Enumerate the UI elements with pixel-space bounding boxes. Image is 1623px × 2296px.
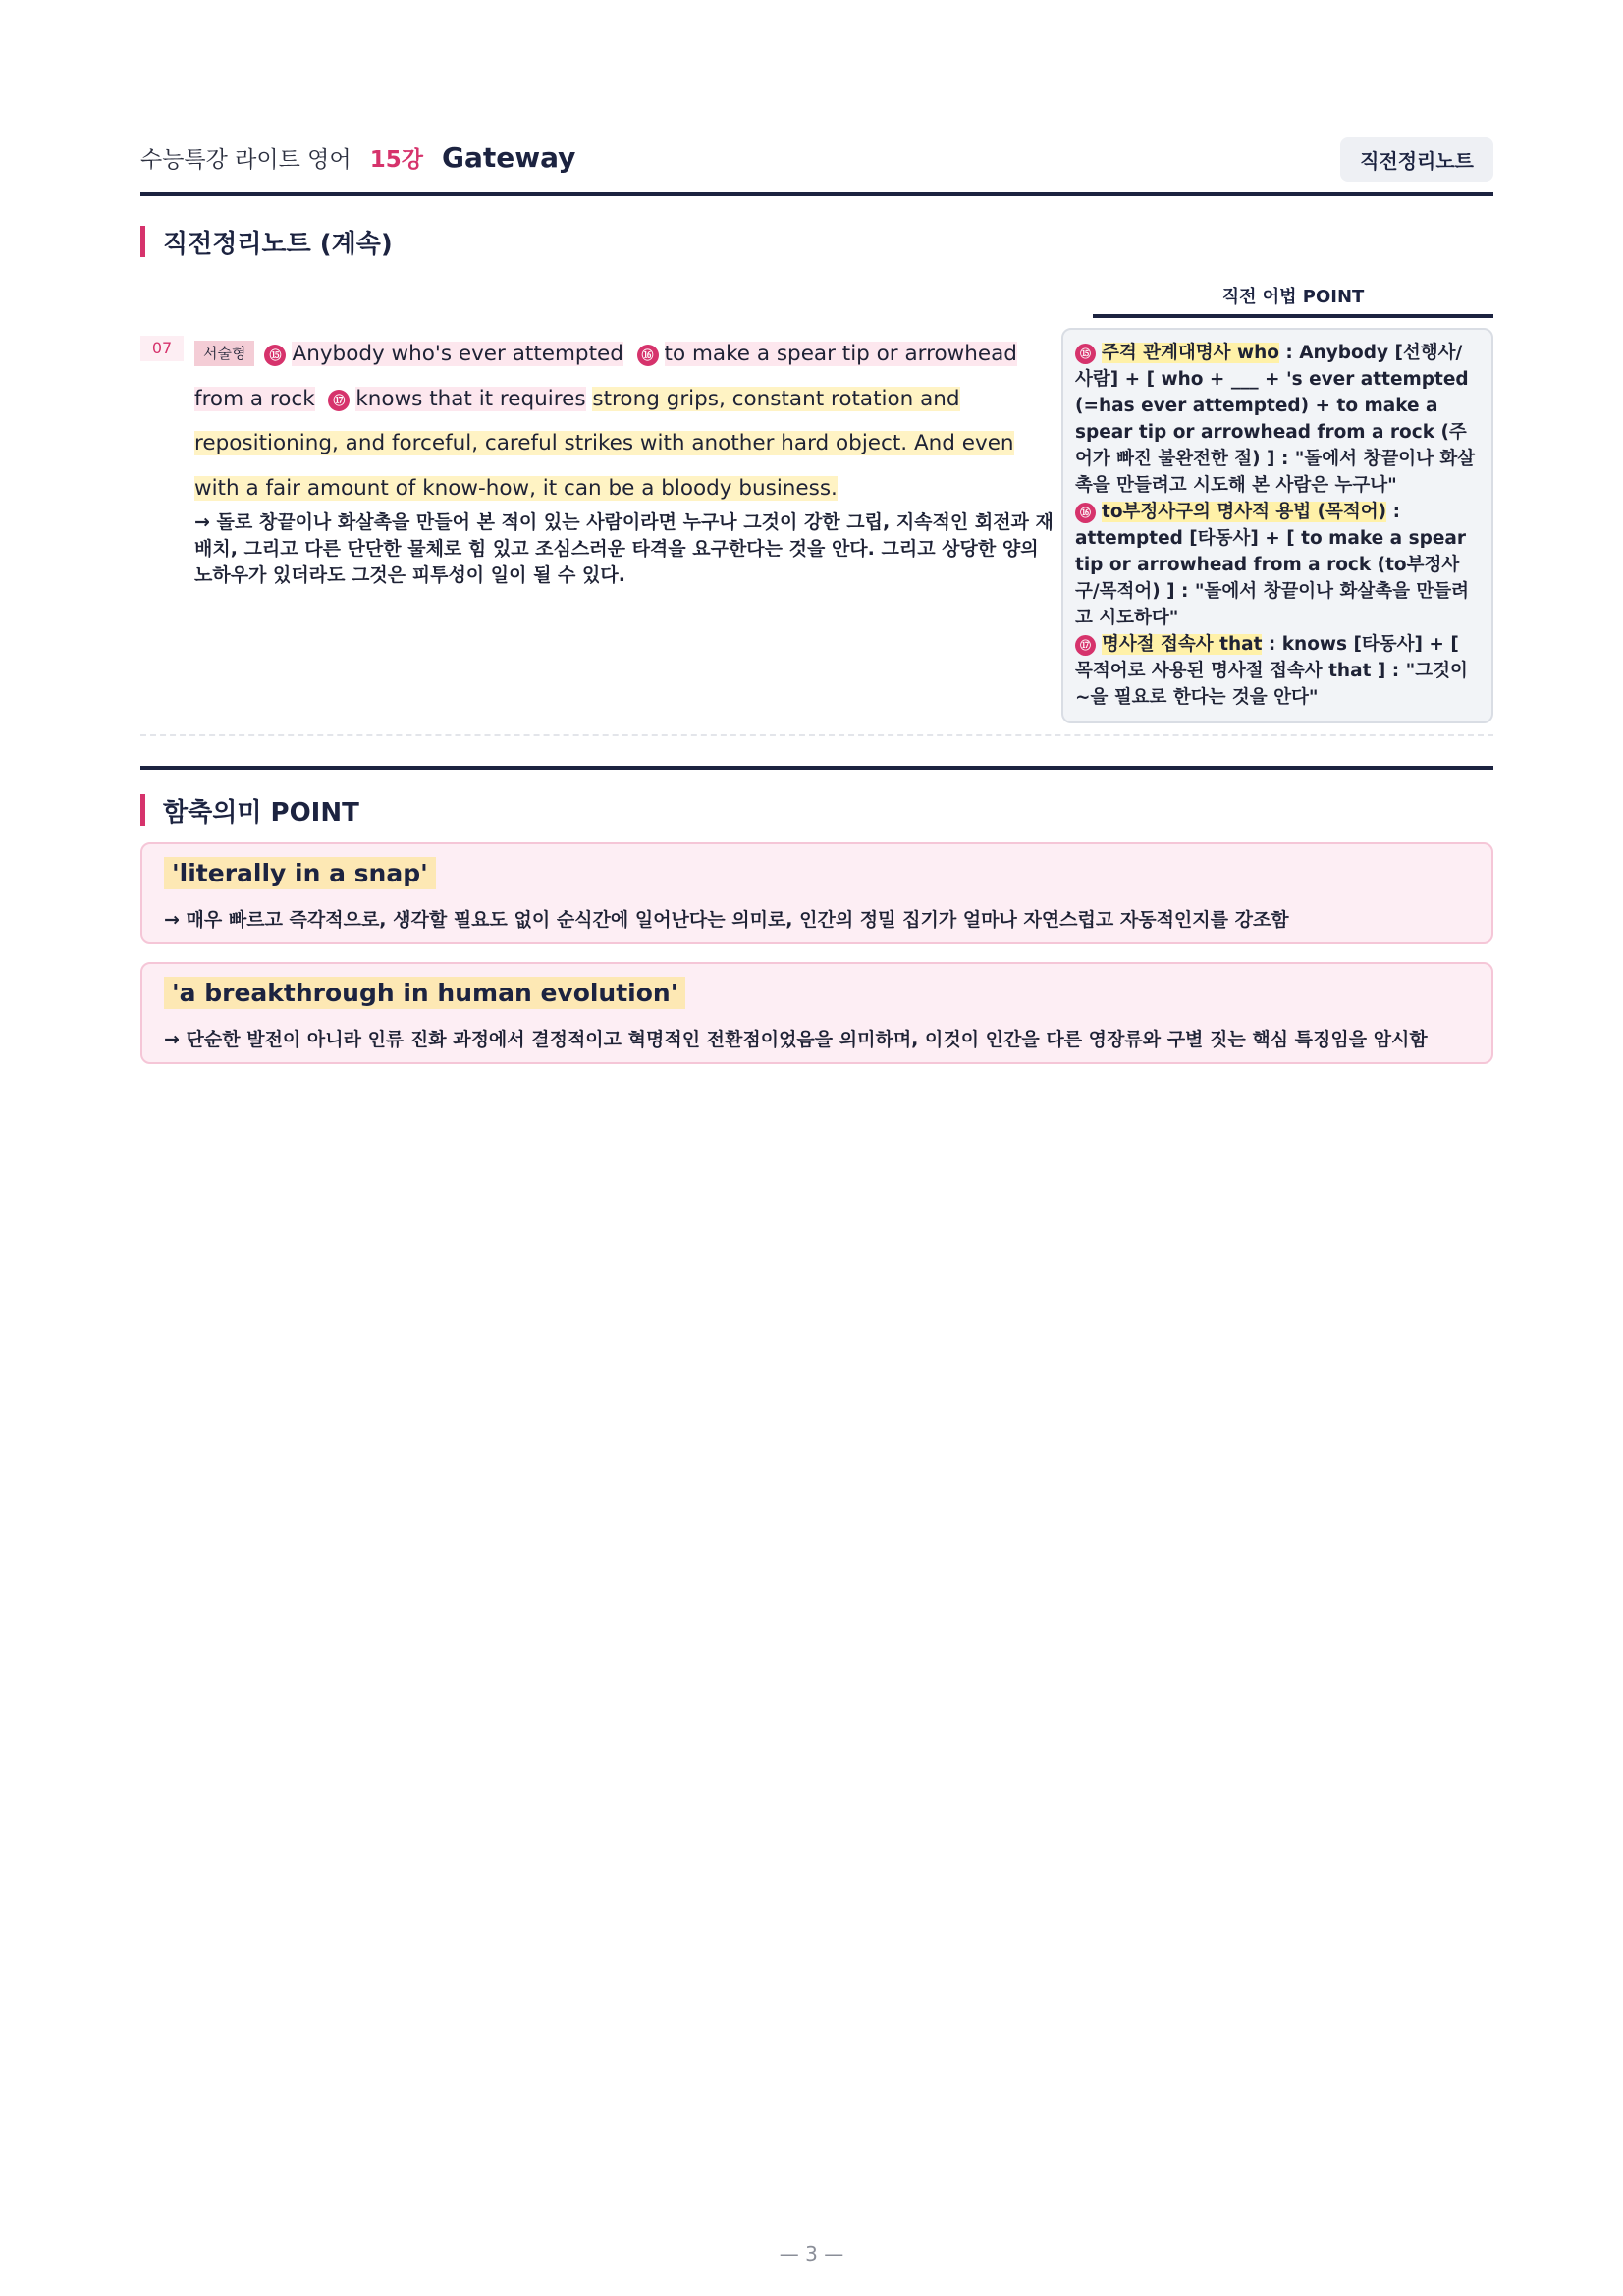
passage <box>194 332 1041 510</box>
implication-card <box>140 962 1493 1064</box>
section-title-implication <box>140 793 359 827</box>
passage-segment-15: Anybody who's ever attempted <box>292 342 623 366</box>
lesson-title: Gateway <box>442 141 576 174</box>
grammar-point-divider <box>1093 314 1493 318</box>
grammar-text: attempted [타동사] + [ to make a spear tip or arrowhead from a rock (to부정사구/목적어) ] : "돌에서 창끝이나 화살촉을 만들려고 시도하다" <box>1075 528 1470 628</box>
question-number: 07 <box>140 336 184 361</box>
lesson-number: 15강 <box>369 147 423 173</box>
question-type-badge: 서술형 <box>194 341 254 366</box>
passage-segment-16: to make a spear tip or arrowhead from a rock <box>194 342 1017 411</box>
grammar-label: 명사절 접속사 that <box>1102 634 1263 655</box>
grammar-text: Anybody [선행사/사람] + [ who + ___ + 's ever attempted (=has ever attempted) + to make a spear tip or arrowhead from a rock (주어가 빠진 불완전한 절) ] : "돌에서 창끝이나 화살촉을 만들려고 시도해 본 사람은 누구나" <box>1075 343 1476 496</box>
header-badge: 직전정리노트 <box>1340 137 1493 182</box>
implication-card <box>140 842 1493 944</box>
grammar-item-16: ⑯ to부정사구의 명사적 용법 (목적어) : attempted [타동사] + [ to make a spear tip or arrowhead from a rock (to부정사구/목적어) ] : "돌에서 창끝이나 화살촉을 만들려고 시도하다" <box>1075 502 1470 628</box>
marker-15-icon: ⑮ <box>1075 344 1096 364</box>
dashed-divider <box>140 734 1493 736</box>
section-title-text: 함축의미 POINT <box>163 797 359 828</box>
grammar-item-15: ⑮ 주격 관계대명사 who : Anybody [선행사/사람] + [ who + ___ + 's ever attempted (=has ever attempted) + to make a spear tip or arrowhead from a rock (주어가 빠진 불완전한 절) ] : "돌에서 창끝이나 화살촉을 만들려고 시도해 본 사람은 누구나" <box>1075 343 1476 496</box>
section-accent-bar <box>140 226 145 257</box>
marker-17-icon: ⑰ <box>1075 635 1096 656</box>
book-title: 수능특강 라이트 영어 <box>140 147 352 173</box>
implication-explanation: → 단순한 발전이 아니라 인류 진화 과정에서 결정적이고 혁명적인 전환점이었음을 의미하며, 이것이 인간을 다른 영장류와 구별 짓는 핵심 특징임을 암시함 <box>164 1029 1428 1050</box>
implication-explanation: → 매우 빠르고 즉각적으로, 생각할 필요도 없이 순식간에 일어난다는 의미로, 인간의 정밀 집기가 얼마나 자연스럽고 자동적인지를 강조함 <box>164 909 1289 931</box>
grammar-text: knows [타동사] + [ 목적어로 사용된 명사절 접속사 that ] : "그것이 ~을 필요로 한다는 것을 안다" <box>1075 634 1468 708</box>
section-divider <box>140 766 1493 770</box>
marker-17-icon: ⑰ <box>328 390 350 411</box>
header-divider <box>140 192 1493 196</box>
page-number: — 3 — <box>779 2242 844 2266</box>
section-accent-bar <box>140 794 145 826</box>
passage-highlight: strong grips, constant rotation and repositioning, and forceful, careful strikes with another hard object. And even with a fair amount of know-how, it can be a bloody business. <box>194 386 1014 501</box>
marker-15-icon: ⑮ <box>264 345 286 366</box>
implication-phrase: 'literally in a snap' <box>164 857 436 889</box>
header-left <box>140 141 575 174</box>
page-header <box>140 135 1493 194</box>
grammar-item-17: ⑰ 명사절 접속사 that : knows [타동사] + [ 목적어로 사용된 명사절 접속사 that ] : "그것이 ~을 필요로 한다는 것을 안다" <box>1075 634 1468 708</box>
passage-translation: → 돌로 창끝이나 화살촉을 만들어 본 적이 있는 사람이라면 누구나 그것이 강한 그립, 지속적인 회전과 재배치, 그리고 다른 단단한 물체로 힘 있고 조심스러운 타격을 요구한다는 것을 안다. 그리고 상당한 양의 노하우가 있더라도 그것은 피투성이 일이 될 수 있다. <box>194 511 1054 586</box>
marker-16-icon: ⑯ <box>1075 503 1096 523</box>
grammar-label: 주격 관계대명사 who <box>1102 343 1279 363</box>
implication-phrase: 'a breakthrough in human evolution' <box>164 977 685 1009</box>
section-title-text: 직전정리노트 (계속) <box>163 229 393 259</box>
passage-segment-17: knows that it requires <box>355 386 586 411</box>
section-title-notes <box>140 225 393 258</box>
grammar-label: to부정사구의 명사적 용법 (목적어) <box>1102 502 1387 522</box>
grammar-point-title: 직전 어법 POINT <box>1221 287 1365 307</box>
marker-16-icon: ⑯ <box>637 345 659 366</box>
